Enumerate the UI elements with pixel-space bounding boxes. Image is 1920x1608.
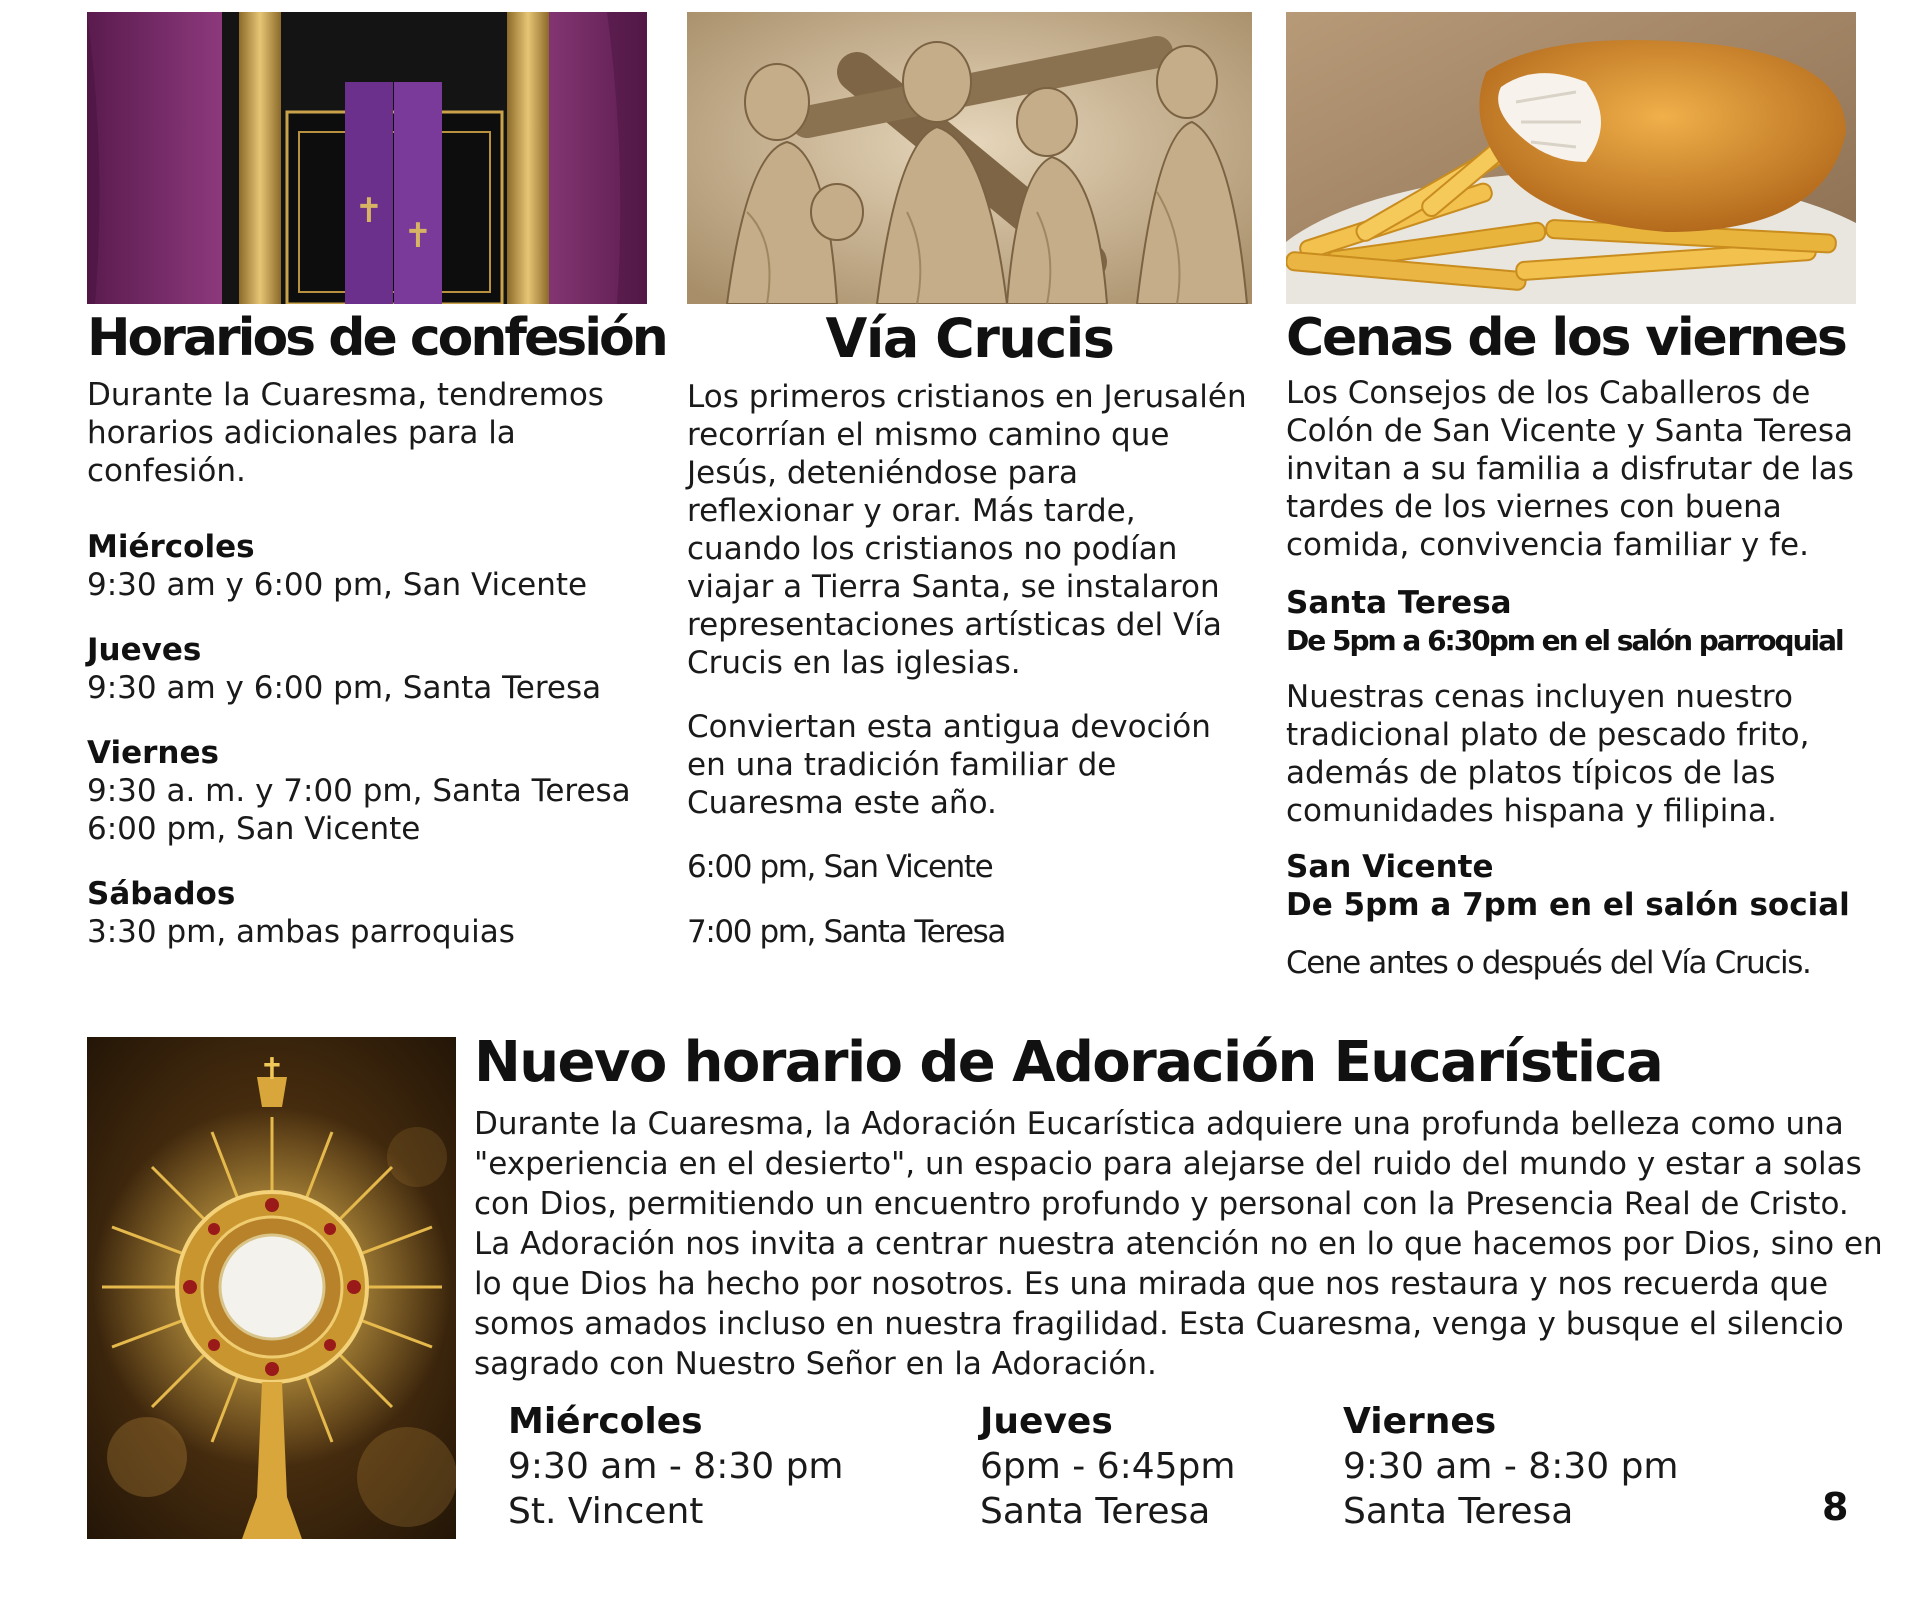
schedule-time: 9:30 am y 6:00 pm, Santa Teresa	[87, 670, 602, 706]
adoration-day: Miércoles	[508, 1401, 703, 1442]
adoration-place: Santa Teresa	[980, 1491, 1211, 1532]
confession-intro: Durante la Cuaresma, tendremos horarios adicionales para la confesión.	[87, 377, 604, 489]
dinners-location-name: Santa Teresa	[1286, 585, 1512, 621]
via-crucis-time: 7:00 pm, Santa Teresa	[687, 914, 1006, 950]
schedule-time: 9:30 am y 6:00 pm, San Vicente	[87, 567, 588, 603]
dinners-location-time: De 5pm a 7pm en el salón social	[1286, 887, 1850, 923]
dinners-intro: Los Consejos de los Caballeros de Colón de San Vicente y Santa Teresa invitan a su familia a disfrutar de las tardes de los viernes con buena comida, convivencia familiar y fe.	[1286, 375, 1854, 563]
confession-day-block	[87, 631, 647, 707]
confession-title: Horarios de confesión	[87, 308, 666, 368]
dinners-location-name: San Vicente	[1286, 849, 1494, 885]
adoration-time: 6pm - 6:45pm	[980, 1446, 1236, 1487]
confession-day-block	[87, 875, 647, 951]
confession-day-block	[87, 734, 647, 848]
adoration-title: Nuevo horario de Adoración Eucarística	[474, 1030, 1663, 1095]
schedule-day: Jueves	[87, 632, 202, 668]
confession-section	[87, 12, 666, 978]
fish-and-chips-photo	[1286, 12, 1856, 304]
dinners-title: Cenas de los viernes	[1286, 308, 1846, 368]
via-crucis-paragraph: Los primeros cristianos en Jerusalén recorrían el mismo camino que Jesús, deteniéndose para reflexionar y orar. Más tarde, cuando los cristianos no podían viajar a Tierra Santa, se instalaron representaciones artísticas del Vía Crucis en las iglesias.	[687, 379, 1247, 681]
schedule-day: Viernes	[87, 735, 219, 771]
monstrance-illustration	[87, 1037, 456, 1539]
confessional-photo	[87, 12, 647, 304]
monstrance-photo	[87, 1037, 456, 1539]
via-crucis-paragraph: Conviertan esta antigua devoción en una tradición familiar de Cuaresma este año.	[687, 709, 1211, 821]
adoration-time: 9:30 am - 8:30 pm	[1343, 1446, 1679, 1487]
svg-text:✝: ✝	[354, 191, 384, 231]
adoration-place: Santa Teresa	[1343, 1491, 1574, 1532]
confessional-illustration	[87, 12, 647, 304]
schedule-day: Miércoles	[87, 529, 255, 565]
via-crucis-time: 6:00 pm, San Vicente	[687, 849, 993, 885]
page-number: 8	[1822, 1485, 1849, 1529]
dinners-closing: Cene antes o después del Vía Crucis.	[1286, 945, 1811, 981]
adoration-day: Viernes	[1343, 1401, 1497, 1442]
schedule-time: 9:30 a. m. y 7:00 pm, Santa Teresa	[87, 773, 631, 809]
dinners-menu: Nuestras cenas incluyen nuestro tradicional plato de pescado frito, además de platos típicos de las comunidades hispana y filipina.	[1286, 679, 1810, 829]
confession-day-block	[87, 528, 647, 604]
adoration-schedule-item	[980, 1400, 1235, 1534]
via-crucis-title: Vía Crucis	[825, 307, 1114, 370]
svg-text:✝: ✝	[403, 216, 433, 256]
adoration-time: 9:30 am - 8:30 pm	[508, 1446, 844, 1487]
via-crucis-section	[687, 12, 1252, 951]
adoration-place: St. Vincent	[508, 1491, 704, 1532]
dinners-section	[1286, 12, 1856, 982]
adoration-schedule-item	[508, 1400, 844, 1534]
adoration-day: Jueves	[980, 1401, 1113, 1442]
adoration-body: Durante la Cuaresma, la Adoración Eucarística adquiere una profunda belleza como una "experiencia en el desierto", un espacio para alejarse del ruido del mundo y estar a solas con Dios, permitiendo un encuentro profundo y personal con la Presencia Real de Cristo. La Adoración nos invita a centrar nuestra atención no en lo que hacemos por Dios, sino en lo que Dios ha hecho por nosotros. Es una mirada que nos restaura y nos recuerda que somos amados incluso en nuestra fragilidad. Esta Cuaresma, venga y busque el silencio sagrado con Nuestro Señor en la Adoración.	[474, 1106, 1883, 1382]
dinners-location-time: De 5pm a 6:30pm en el salón parroquial	[1286, 624, 1843, 657]
svg-text:✝: ✝	[259, 1052, 285, 1087]
adoration-schedule-item	[1343, 1400, 1679, 1534]
stations-relief-photo	[687, 12, 1252, 304]
schedule-time: 6:00 pm, San Vicente	[87, 811, 421, 847]
schedule-time: 3:30 pm, ambas parroquias	[87, 914, 515, 950]
fish-fries-illustration	[1286, 12, 1856, 304]
schedule-day: Sábados	[87, 876, 236, 912]
stone-relief-illustration	[687, 12, 1252, 304]
